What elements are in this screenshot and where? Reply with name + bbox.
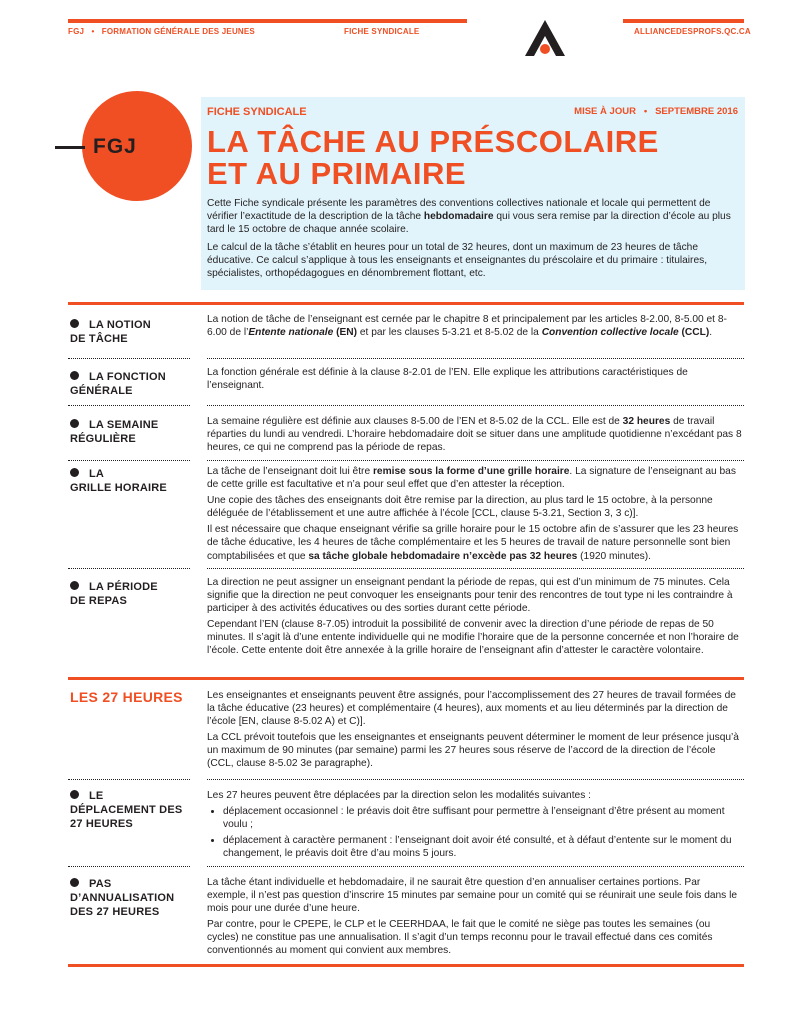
header-rule-left [68, 19, 467, 23]
divider [68, 358, 190, 359]
divider [207, 460, 744, 461]
divider [68, 866, 190, 867]
text-notion [207, 313, 742, 342]
notion-t1: La notion de tâche de l’enseignant est cernée par le chapitre 8 et principalement par les articles 8-2.00, 8-5.00 et 8-6.00 de l’ [207, 314, 727, 339]
intro-p1-bold: hebdomadaire [423, 211, 494, 223]
label-semaine [70, 418, 158, 446]
label-notion-1: LA NOTION [89, 319, 151, 331]
divider [207, 866, 744, 867]
hero-date: MISE À JOUR • SEPTEMBRE 2016 [574, 106, 738, 117]
divider [68, 779, 190, 780]
alliance-logo-icon [523, 18, 567, 58]
semaine-t1: La semaine régulière est définie aux clauses 8-5.00 de l’EN et 8-5.02 de la CCL. Elle est de [207, 416, 623, 427]
notion-en: Entente nationale [248, 327, 334, 339]
section-rule-27h [68, 677, 744, 680]
hero-kicker: FICHE SYNDICALE [207, 106, 307, 118]
badge-dash [55, 146, 85, 149]
text-fonction: La fonction générale est définie à la clause 8-2.01 de l’EN. Elle explique les attributions caractéristiques de l’enseignant. [207, 367, 688, 392]
header-rule-right [623, 19, 744, 23]
list-item: • déplacement occasionnel : le préavis doit être suffisant pour permettre à l’enseignant d’être présent au moment voulu ; [223, 805, 742, 831]
intro-paragraph-2: Le calcul de la tâche s’établit en heures pour un total de 32 heures, dont un maximum de 23 heures de tâche éducative. Ce calcul s’applique à tous les enseignants et enseignantes du préscolaire et du primaire : titulaires, spécialistes, orthopédagogues en dénombrement flottant, etc. [207, 241, 708, 280]
divider [68, 460, 190, 461]
intro-p1-c: qui vous sera remise par la direction d’école au plus tard le 15 octobre de chaque année scolaire. [207, 211, 731, 236]
repas-paragraph-1: La direction ne peut assigner un enseignant pendant la période de repas, qui est d’un minimum de 75 minutes. Cela signifie que la direction ne peut convoquer les enseignants pour tenir des rencontres de tout type ni les contraindre à participer à des activités éducatives ou des sorties durant cette période. [207, 577, 733, 615]
semaine-bold: 32 heures [622, 416, 671, 427]
grille-p3-c: (1920 minutes). [577, 550, 651, 562]
label-notion-2: DE TÂCHE [70, 333, 128, 345]
notion-paragraph: La notion de tâche de l’enseignant est cernée par le chapitre 8 et principalement par les articles 8-2.00, 8-5.00 et 8-6.00 de l’Entente nationale (EN) et par les clauses 5-3.21 et 8-5.02 de la Convention collective locale (CCL). [207, 314, 727, 339]
bullet-dot-icon [70, 468, 79, 477]
intro-paragraph-1 [207, 197, 740, 237]
text-27-heures [207, 689, 742, 774]
heading-27-heures: LES 27 HEURES [70, 689, 183, 705]
header-left [68, 27, 255, 36]
title-line-1: LA TÂCHE AU PRÉSCOLAIRE [207, 124, 659, 159]
intro-p1-a: Cette Fiche syndicale présente les paramètres des conventions collectives nationale et locale qui permettent de vérifier l’exactitude de la description de la tâche [207, 198, 711, 223]
badge-label: FGJ [93, 135, 137, 158]
grille-paragraph-1 [207, 465, 742, 491]
divider [207, 358, 744, 359]
header-sep: • [91, 27, 95, 36]
label-annualisation [70, 877, 174, 919]
divider [207, 405, 744, 406]
grille-p1-c: . La signature de l’enseignant au bas de cette grille est facultative et n’a pour seul effet que d’en attester la réception. [207, 466, 736, 491]
heures27-paragraph-2: La CCL prévoit toutefois que les enseignantes et enseignants peuvent déterminer le moment de leur présence jusqu’à un maximum de 90 minutes (par semaine) parmi les 27 heures sous réserve de l’accord de la direction de l’école (CCL, clause 8-5.02 3e paragraphe). [207, 732, 739, 770]
bullet-dot-icon [70, 319, 79, 328]
list-item: • déplacement à caractère permanent : l’enseignant doit avoir été consulté, et à défaut d’entente sur le moment du changement, le préavis doit être d’au moins 5 jours. [223, 834, 742, 860]
label-repas-2: DE REPAS [70, 595, 128, 607]
label-deplacement [70, 789, 182, 831]
semaine-t3: de travail réparties du lundi au vendredi. L’horaire hebdomadaire doit se situer dans une amplitude quotidienne n’excédant pas 8 heures, ce qui ne comprend pas la période de repas. [207, 416, 742, 454]
header-section-name: FORMATION GÉNÉRALE DES JEUNES [101, 27, 255, 36]
section-rule-top [68, 302, 744, 305]
divider [68, 405, 190, 406]
grille-paragraph-2: Une copie des tâches des enseignants doit être remise par la direction, au plus tard le 15 octobre, à la personne déléguée de l’établissement et une autre affichée à l’école [CCL, clause 5-3.21, Section 3, 3 c)]. [207, 495, 713, 520]
label-semaine-2: RÉGULIÈRE [70, 433, 136, 445]
divider [207, 568, 744, 569]
grille-p3-bold: sa tâche globale hebdomadaire n’excède pas 32 heures [308, 550, 578, 562]
deplacement-intro: Les 27 heures peuvent être déplacées par la direction selon les modalités suivantes : [207, 790, 591, 801]
text-repas [207, 576, 742, 661]
grille-p1-bold: remise sous la forme d’une grille horaire [372, 466, 570, 477]
label-fonction-2: GÉNÉRALE [70, 385, 133, 397]
heures27-paragraph-1: Les enseignantes et enseignants peuvent être assignés, pour l’accomplissement des 27 heures de travail formées de la tâche éducative (23 heures) et complémentaire (4 heures), aux moments et au lieu déterminés par la direction de l’école [EN, clause 8-5.02 A) et C)]. [207, 690, 736, 728]
section-rule-bottom [68, 964, 744, 967]
header-right-link[interactable]: ALLIANCEDESPROFS.QC.CA [634, 27, 751, 36]
header-center: FICHE SYNDICALE [344, 27, 420, 36]
text-semaine [207, 415, 742, 457]
label-fonction [70, 370, 166, 398]
divider [68, 568, 190, 569]
label-deplacement-1: LE [89, 790, 104, 802]
label-repas-1: LA PÉRIODE [89, 581, 158, 593]
label-grille-1: LA [89, 468, 105, 480]
label-annualisation-1: PAS [89, 878, 112, 890]
repas-paragraph-2: Cependant l’EN (clause 8-7.05) introduit la possibilité de convenir avec la direction d’une période de repas de 50 minutes. Il s’agit là d’une entente individuelle qui ne modifie l’horaire que de la personne concernée et non l’horaire de l’école. Cette entente doit être annexée à la grille horaire de l’enseignant afin d’attester le caractère volontaire. [207, 619, 739, 657]
intro-text [207, 197, 740, 284]
bullet-dot-icon [70, 371, 79, 380]
label-grille [70, 467, 167, 495]
annualisation-paragraph-1: La tâche étant individuelle et hebdomadaire, il ne saurait être question d’en annualiser certaines portions. Par exemple, il n’est pas question d’inscrire 15 minutes par semaine pour un comité qui se réunirait une seule fois dans le mois pour une durée d’une heure. [207, 877, 738, 915]
label-annualisation-3: DES 27 HEURES [70, 906, 160, 918]
label-deplacement-3: 27 HEURES [70, 818, 133, 830]
page-title [207, 126, 737, 190]
header-code: FGJ [68, 27, 85, 36]
bullet-dot-icon [70, 790, 79, 799]
semaine-paragraph [207, 415, 742, 454]
label-grille-2: GRILLE HORAIRE [70, 482, 167, 494]
title-line-2: ET AU PRIMAIRE [207, 156, 467, 191]
notion-t3: et par les clauses 5-3.21 et 8-5.02 de la [357, 327, 542, 339]
text-annualisation [207, 876, 742, 961]
grille-p3-a: Il est nécessaire que chaque enseignant vérifie sa grille horaire pour le 15 octobre afin de s’assurer que les 23 heures de tâche éducative, les 4 heures de tâche complémentaire et les 5 heures de travail de nature personnelle sont bien comptabilisées et que [207, 524, 739, 562]
label-notion [70, 318, 151, 346]
grille-paragraph-3 [207, 523, 742, 562]
notion-ccl: Convention collective locale [541, 327, 679, 339]
label-semaine-1: LA SEMAINE [89, 419, 159, 431]
label-annualisation-2: D’ANNUALISATION [70, 892, 175, 904]
annualisation-paragraph-2: Par contre, pour le CPEPE, le CLP et le CEERHDAA, le fait que le comité ne siège pas toutes les semaines (ou cycles) ne constitue pas une annualisation. Il s’agit d’un temps reconnu pour le travail effectué dans ces comités conventionnés au moment qui convient aux membres. [207, 919, 713, 957]
bullet-dot-icon [70, 878, 79, 887]
grille-p1-a: La tâche de l’enseignant doit lui être [207, 466, 373, 477]
bullet-dot-icon [70, 419, 79, 428]
bullet-dot-icon [70, 581, 79, 590]
notion-en-abbr: (EN) [333, 327, 358, 339]
label-repas [70, 580, 158, 608]
label-fonction-1: LA FONCTION [89, 371, 166, 383]
text-deplacement [207, 789, 742, 863]
label-deplacement-2: DÉPLACEMENT DES [70, 804, 183, 816]
text-grille [207, 465, 742, 566]
deplacement-list [207, 805, 742, 860]
notion-ccl-abbr: (CCL) [678, 327, 710, 339]
divider [207, 779, 744, 780]
